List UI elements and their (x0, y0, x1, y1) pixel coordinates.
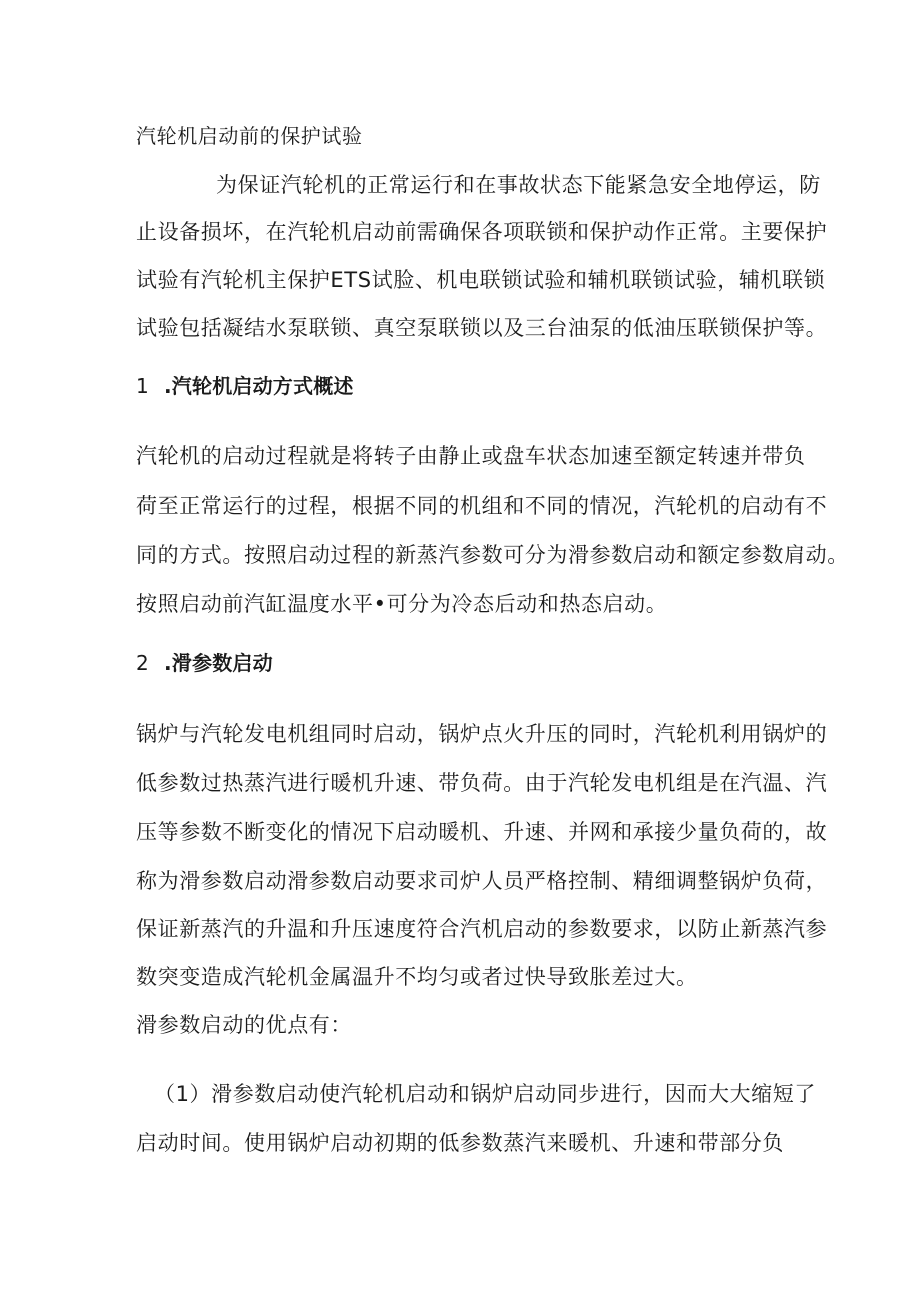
paragraph-line: 保证新蒸汽的升温和升压速度符合汽机启动的参数要求，以防止新蒸汽参 (136, 917, 828, 941)
section-heading-2 (136, 649, 776, 677)
intro-line: 为保证汽轮机的正常运行和在事故状态下能紧急安全地停运，防 (216, 173, 821, 197)
section-heading-1 (136, 372, 776, 400)
paragraph-line: 荷至正常运行的过程，根据不同的机组和不同的情况，汽轮机的启动有不 (136, 494, 828, 518)
paragraph-line: 低参数过热蒸汽进行暖机升速、带负荷。由于汽轮发电机组是在汽温、汽 (136, 771, 828, 795)
paragraph-line: 汽轮机的启动过程就是将转子由静止或盘车状态加速至额定转速并带负 (136, 444, 806, 468)
paragraph-line: 锅炉与汽轮发电机组同时启动，锅炉点火升压的同时，汽轮机利用锅炉的 (136, 722, 828, 746)
paragraph-line: 数突变造成汽轮机金属温升不均匀或者过快导致胀差过大。 (136, 965, 698, 989)
section-title: .汽轮机启动方式概述 (164, 374, 354, 398)
section-title: .滑参数启动 (164, 651, 273, 675)
document-title: 汽轮机启动前的保护试验 (136, 124, 363, 148)
intro-line: 试验有汽轮机主保护ETS试脸、机电联锁试验和辅机联锁试验，辅机联锁 (136, 268, 826, 292)
list-item-line: 启动时间。使用锅炉启动初期的低参数蒸汽来暖机、升速和带部分负 (136, 1131, 784, 1155)
advantages-heading: 滑参数启动的优点有： (136, 1013, 352, 1037)
section-number: 2 (136, 651, 149, 675)
paragraph-line: 按照启动前汽缸温度水平•可分为冷态后动和热态启动。 (136, 592, 668, 616)
intro-line: 止设备损坏，在汽轮机启动前需确保各项联锁和保护动作正常。主要保护 (136, 220, 828, 244)
paragraph-line: 同的方式。按照启动过程的新蒸汽参数可分为滑参数启动和额定参数肩动。 (136, 543, 849, 567)
section-number: 1 (136, 374, 149, 398)
list-item-line: （1）滑参数启动使汽轮机启动和锅炉启动同步进行，因而大大缩短了 (154, 1082, 816, 1106)
paragraph-line: 压等参数不断变化的情况下启动暖机、升速、并网和承接少量负荷的，故 (136, 820, 828, 844)
paragraph-line: 称为滑参数启动滑参数启动要求司炉人员严格控制、精细调整锅炉负荷， (136, 869, 828, 893)
intro-line: 试验包括凝结水泵联锁、真空泵联锁以及三台油泵的低油压联锁保护等。 (136, 316, 828, 340)
